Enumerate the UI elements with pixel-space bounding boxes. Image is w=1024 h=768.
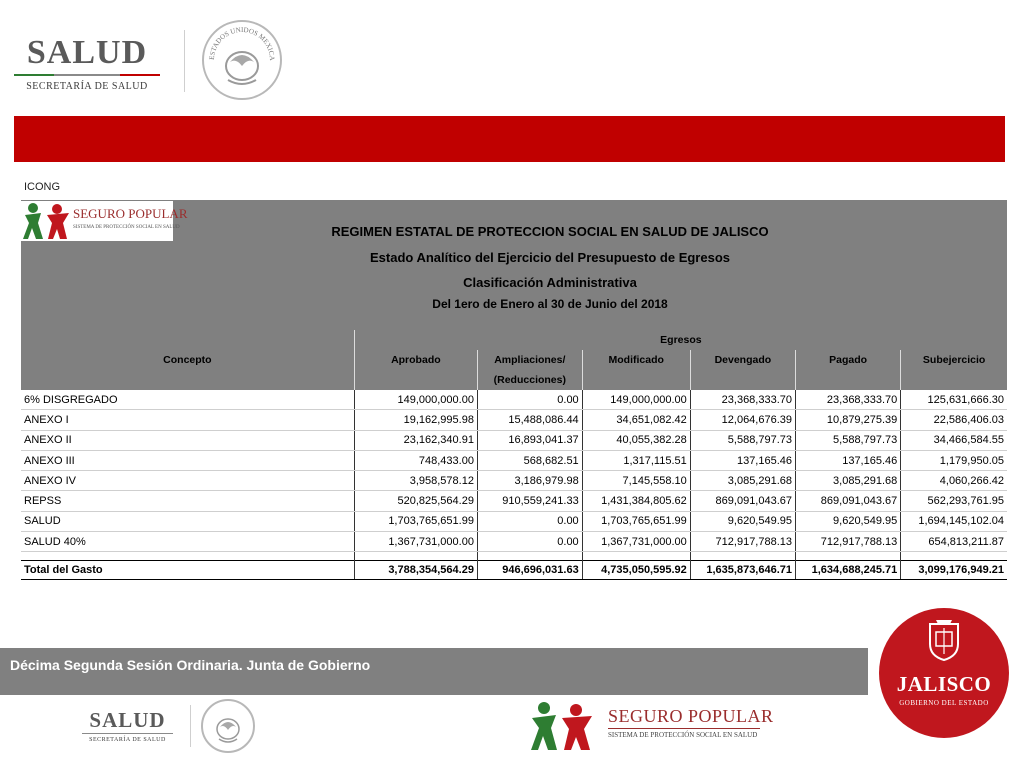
- cell-pagado: 23,368,333.70: [796, 390, 901, 410]
- report-title-line3: Clasificación Administrativa: [463, 275, 637, 290]
- cell-ampliaciones: 568,682.51: [477, 450, 582, 470]
- cell-modificado: 7,145,558.10: [582, 471, 690, 491]
- cell-modificado: 40,055,382.28: [582, 430, 690, 450]
- table-row: [21, 471, 1007, 491]
- footer-logo-separator: [190, 705, 191, 747]
- cell-pagado: 10,879,275.39: [796, 410, 901, 430]
- table-body: [21, 390, 1007, 580]
- mexico-seal-footer: [201, 699, 255, 753]
- cell-concepto: Total del Gasto: [21, 561, 354, 580]
- cell-subejercicio: 125,631,666.30: [901, 390, 1007, 410]
- cell-subejercicio: 34,466,584.55: [901, 430, 1007, 450]
- seguro-popular-figures-icon: [21, 201, 73, 241]
- cell-subejercicio: 1,179,950.05: [901, 450, 1007, 470]
- cell-pagado: 712,917,788.13: [796, 532, 901, 552]
- report-code-label: ICONG: [24, 181, 61, 193]
- report-title-line4: Del 1ero de Enero al 30 de Junio del 2018: [432, 297, 668, 311]
- col-devengado: Devengado: [690, 350, 795, 370]
- eagle-emblem-icon-small: [203, 701, 253, 751]
- cell-modificado: 1,317,115.51: [582, 450, 690, 470]
- cell-aprobado: 3,788,354,564.29: [354, 561, 477, 580]
- cell-ampliaciones: 16,893,041.37: [477, 430, 582, 450]
- cell-pagado: 1,634,688,245.71: [796, 561, 901, 580]
- cell-modificado: 1,431,384,805.62: [582, 491, 690, 511]
- cell-modificado: 4,735,050,595.92: [582, 561, 690, 580]
- cell-devengado: 9,620,549.95: [690, 511, 795, 531]
- table-spacer-row: [21, 552, 1007, 561]
- cell-subejercicio: 1,694,145,102.04: [901, 511, 1007, 531]
- seguro-popular-rule-footer: [608, 728, 760, 729]
- cell-modificado: 1,703,765,651.99: [582, 511, 690, 531]
- cell-devengado: 137,165.46: [690, 450, 795, 470]
- table-header-row: [21, 350, 1007, 370]
- col-concepto: Concepto: [21, 350, 354, 370]
- cell-subejercicio: 4,060,266.42: [901, 471, 1007, 491]
- header-logo-separator: [184, 30, 185, 92]
- table-row: [21, 430, 1007, 450]
- cell-modificado: 149,000,000.00: [582, 390, 690, 410]
- cell-subejercicio: 562,293,761.95: [901, 491, 1007, 511]
- jalisco-logo: [879, 608, 1009, 738]
- seguro-popular-figures-footer-icon: [528, 700, 598, 752]
- cell-concepto: ANEXO I: [21, 410, 354, 430]
- seguro-popular-word-small: SEGURO POPULAR: [73, 206, 188, 221]
- table-row: [21, 532, 1007, 552]
- cell-ampliaciones: 0.00: [477, 511, 582, 531]
- table-row: [21, 450, 1007, 470]
- cell-ampliaciones: 946,696,031.63: [477, 561, 582, 580]
- cell-devengado: 712,917,788.13: [690, 532, 795, 552]
- salud-logo-header: [12, 36, 162, 92]
- seguro-popular-logo-small: [21, 201, 188, 241]
- salud-logo-rule: [14, 74, 160, 76]
- cell-concepto: SALUD: [21, 511, 354, 531]
- svg-text:ESTADOS UNIDOS MEXICANOS: [204, 22, 276, 61]
- cell-ampliaciones: 0.00: [477, 390, 582, 410]
- cell-pagado: 5,588,797.73: [796, 430, 901, 450]
- eagle-emblem-icon: [204, 22, 280, 98]
- salud-logo-word-footer: SALUD: [89, 708, 166, 732]
- cell-pagado: 3,085,291.68: [796, 471, 901, 491]
- report-title-line2: Estado Analítico del Ejercicio del Presupuesto de Egresos: [369, 250, 730, 265]
- mexico-seal-header: [202, 20, 282, 100]
- table-total-row: [21, 561, 1007, 580]
- salud-logo-sub-footer: SECRETARÍA DE SALUD: [89, 737, 166, 743]
- budget-table: [21, 330, 1007, 580]
- table-row: [21, 491, 1007, 511]
- cell-devengado: 12,064,676.39: [690, 410, 795, 430]
- jalisco-crest-icon: [924, 618, 964, 662]
- table-group-header-row: [21, 330, 1007, 350]
- cell-devengado: 23,368,333.70: [690, 390, 795, 410]
- cell-concepto: 6% DISGREGADO: [21, 390, 354, 410]
- cell-aprobado: 520,825,564.29: [354, 491, 477, 511]
- cell-aprobado: 23,162,340.91: [354, 430, 477, 450]
- jalisco-word: JALISCO: [896, 672, 992, 696]
- salud-logo-footer: [80, 709, 175, 743]
- cell-pagado: 9,620,549.95: [796, 511, 901, 531]
- cell-devengado: 5,588,797.73: [690, 430, 795, 450]
- cell-aprobado: 149,000,000.00: [354, 390, 477, 410]
- cell-pagado: 869,091,043.67: [796, 491, 901, 511]
- col-ampliaciones-line2: (Reducciones): [477, 370, 582, 390]
- cell-ampliaciones: 15,488,086.44: [477, 410, 582, 430]
- cell-aprobado: 3,958,578.12: [354, 471, 477, 491]
- cell-concepto: SALUD 40%: [21, 532, 354, 552]
- table-row: [21, 390, 1007, 410]
- cell-modificado: 1,367,731,000.00: [582, 532, 690, 552]
- table-row: [21, 410, 1007, 430]
- col-subejercicio: Subejercicio: [901, 350, 1007, 370]
- report-title-line1: REGIMEN ESTATAL DE PROTECCION SOCIAL EN SALUD DE JALISCO: [331, 224, 769, 239]
- cell-subejercicio: 654,813,211.87: [901, 532, 1007, 552]
- red-banner: [14, 116, 1005, 162]
- seguro-popular-word-footer: SEGURO POPULAR: [608, 706, 774, 726]
- seal-text: ESTADOS UNIDOS MEXICA: [207, 25, 277, 61]
- cell-concepto: ANEXO II: [21, 430, 354, 450]
- seguro-popular-logo-footer: [528, 700, 774, 752]
- cell-subejercicio: 22,586,406.03: [901, 410, 1007, 430]
- cell-devengado: 869,091,043.67: [690, 491, 795, 511]
- cell-subejercicio: 3,099,176,949.21: [901, 561, 1007, 580]
- table-row: [21, 511, 1007, 531]
- table-header-row-2: [21, 370, 1007, 390]
- cell-ampliaciones: 910,559,241.33: [477, 491, 582, 511]
- cell-concepto: ANEXO III: [21, 450, 354, 470]
- cell-devengado: 3,085,291.68: [690, 471, 795, 491]
- salud-logo-sub: SECRETARÍA DE SALUD: [26, 81, 148, 92]
- cell-pagado: 137,165.46: [796, 450, 901, 470]
- col-ampliaciones: Ampliaciones/: [477, 350, 582, 370]
- cell-aprobado: 19,162,995.98: [354, 410, 477, 430]
- seguro-popular-sub-small: SISTEMA DE PROTECCIÓN SOCIAL EN SALUD: [73, 225, 180, 230]
- salud-logo-rule-footer: [82, 733, 173, 734]
- group-header-egresos: Egresos: [354, 330, 1007, 350]
- col-modificado: Modificado: [582, 350, 690, 370]
- cell-concepto: REPSS: [21, 491, 354, 511]
- cell-modificado: 34,651,082.42: [582, 410, 690, 430]
- col-pagado: Pagado: [796, 350, 901, 370]
- footer-caption: Décima Segunda Sesión Ordinaria. Junta de Gobierno: [10, 657, 371, 673]
- cell-aprobado: 1,703,765,651.99: [354, 511, 477, 531]
- col-aprobado: Aprobado: [354, 350, 477, 370]
- cell-concepto: ANEXO IV: [21, 471, 354, 491]
- cell-aprobado: 748,433.00: [354, 450, 477, 470]
- seguro-popular-sub-footer: SISTEMA DE PROTECCIÓN SOCIAL EN SALUD: [608, 731, 758, 739]
- cell-ampliaciones: 3,186,979.98: [477, 471, 582, 491]
- cell-devengado: 1,635,873,646.71: [690, 561, 795, 580]
- salud-logo-word: SALUD: [26, 34, 148, 71]
- jalisco-sub: GOBIERNO DEL ESTADO: [899, 699, 989, 707]
- cell-ampliaciones: 0.00: [477, 532, 582, 552]
- cell-aprobado: 1,367,731,000.00: [354, 532, 477, 552]
